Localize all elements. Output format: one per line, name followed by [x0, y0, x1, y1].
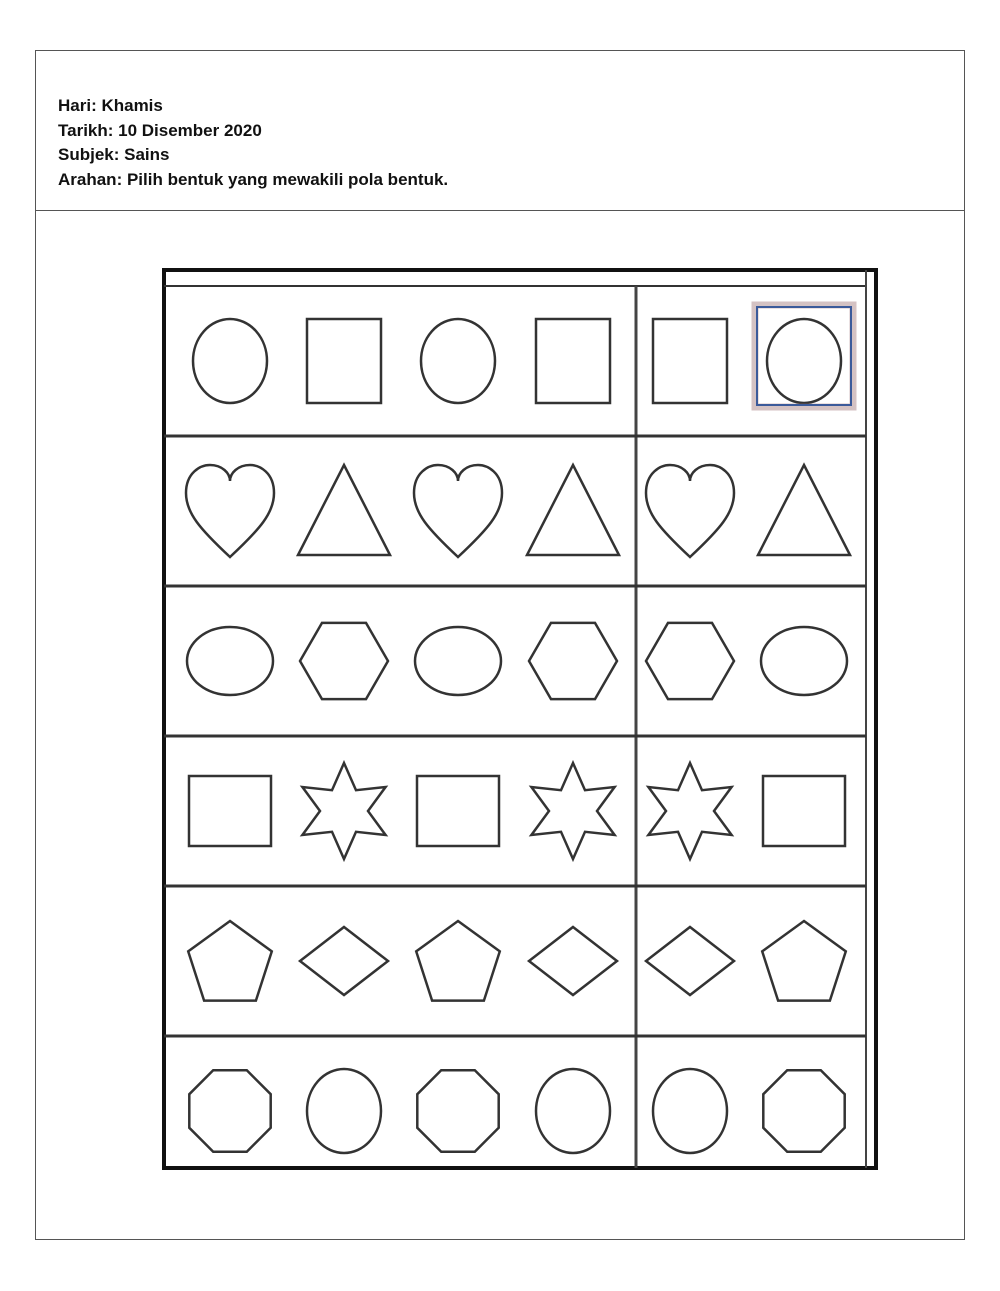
- answer-options: [638, 303, 856, 419]
- answer-option-octagon[interactable]: [752, 1053, 856, 1169]
- answer-option-diamond[interactable]: [638, 903, 742, 1019]
- answer-option-hit-area[interactable]: [752, 603, 856, 719]
- square-icon: [536, 319, 610, 403]
- pattern-sequence: [193, 319, 610, 403]
- oval-icon: [187, 627, 273, 695]
- pentagon-icon: [188, 921, 272, 1001]
- hexagon-icon: [529, 623, 617, 699]
- instruction-label: Arahan: Pilih bentuk yang mewakili pola bentuk.: [58, 169, 449, 189]
- answer-option-hit-area[interactable]: [752, 753, 856, 869]
- triangle-icon: [298, 465, 390, 555]
- answer-options: [638, 453, 856, 569]
- pattern-row: [186, 453, 856, 569]
- pattern-row: [187, 603, 856, 719]
- answer-option-hit-area[interactable]: [638, 603, 742, 719]
- rectangle-icon: [189, 776, 271, 846]
- triangle-icon: [527, 465, 619, 555]
- pattern-sequence: [187, 623, 617, 699]
- rectangle-icon: [417, 776, 499, 846]
- answer-options: [638, 603, 856, 719]
- answer-options: [638, 903, 856, 1019]
- oval-icon: [415, 627, 501, 695]
- diamond-icon: [529, 927, 617, 995]
- pattern-row: [193, 303, 856, 419]
- circle-icon: [193, 319, 267, 403]
- pattern-sequence: [189, 1069, 610, 1153]
- pattern-sequence: [188, 921, 617, 1001]
- answer-option-heart[interactable]: [638, 453, 742, 569]
- answer-option-hit-area[interactable]: [638, 903, 742, 1019]
- square-icon: [307, 319, 381, 403]
- answer-option-circle[interactable]: [752, 303, 856, 419]
- pattern-row: [189, 1053, 856, 1169]
- hexagon-icon: [300, 623, 388, 699]
- answer-option-oval[interactable]: [752, 603, 856, 719]
- heart-icon: [414, 465, 502, 557]
- circle-icon: [536, 1069, 610, 1153]
- answer-option-hit-area[interactable]: [638, 753, 742, 869]
- date-label: Tarikh: 10 Disember 2020: [58, 120, 262, 140]
- answer-option-circle[interactable]: [638, 1053, 742, 1169]
- answer-option-hexagon[interactable]: [638, 603, 742, 719]
- answer-option-star[interactable]: [638, 753, 742, 869]
- answer-option-triangle[interactable]: [752, 453, 856, 569]
- answer-option-rectangle[interactable]: [752, 753, 856, 869]
- subject-label: Subjek: Sains: [58, 145, 170, 164]
- answer-option-pentagon[interactable]: [752, 903, 856, 1019]
- answer-option-square[interactable]: [638, 303, 742, 419]
- star-icon: [302, 763, 385, 859]
- heart-icon: [186, 465, 274, 557]
- answer-options: [638, 753, 856, 869]
- octagon-icon: [189, 1070, 270, 1151]
- pattern-grid-drawing: [162, 268, 878, 1170]
- answer-options: [638, 1053, 856, 1169]
- octagon-icon: [417, 1070, 498, 1151]
- pattern-grid: [162, 268, 878, 1170]
- pentagon-icon: [416, 921, 500, 1001]
- day-label: Hari: Khamis: [58, 96, 163, 115]
- pattern-sequence: [189, 763, 615, 859]
- star-icon: [531, 763, 614, 859]
- circle-icon: [307, 1069, 381, 1153]
- pattern-row: [188, 903, 856, 1019]
- circle-icon: [421, 319, 495, 403]
- pattern-sequence: [186, 465, 619, 557]
- answer-option-hit-area[interactable]: [752, 453, 856, 569]
- diamond-icon: [300, 927, 388, 995]
- pattern-row: [189, 753, 856, 869]
- worksheet-header: [36, 51, 964, 211]
